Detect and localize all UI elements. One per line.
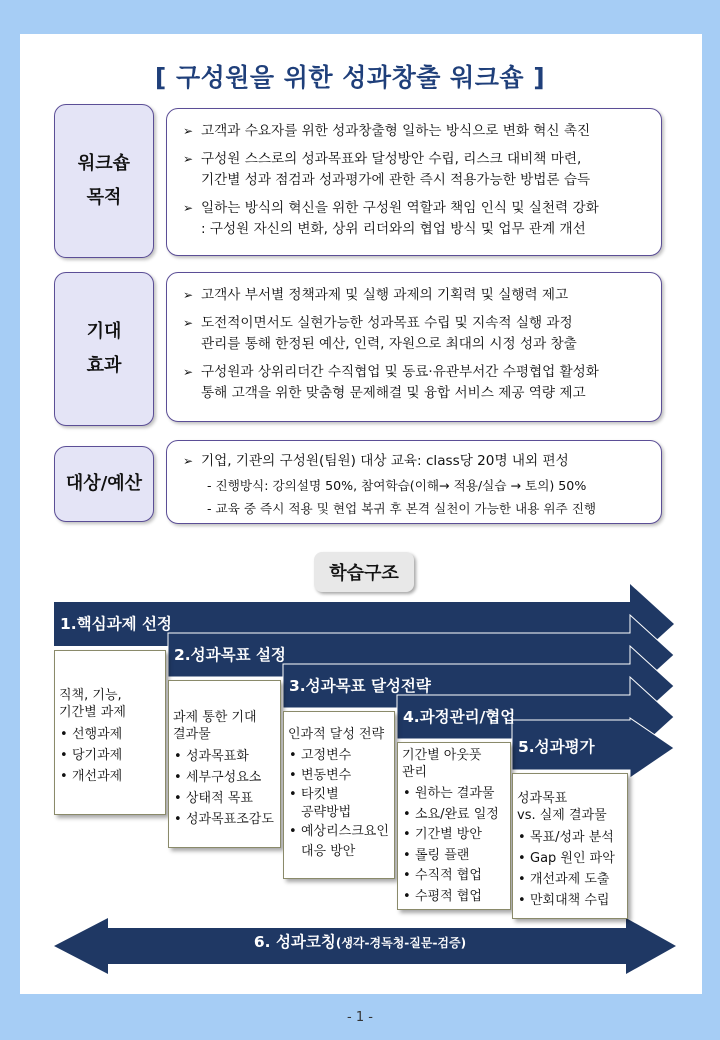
stage-item: • 세부구성요소	[173, 767, 276, 788]
stage-item: • 성과목표화	[173, 746, 276, 767]
arrow-bullet-icon: ➢	[183, 201, 194, 215]
stage-item: • 소요/완료 일정	[402, 805, 506, 826]
stage-item: • 변동변수	[288, 766, 390, 786]
bullet-text: 고객과 수요자를 위한 성과창출형 일하는 방식으로 변화 혁신 촉진	[201, 123, 591, 139]
stage-item: • 선행과제	[59, 724, 161, 745]
stage-item: • 예상리스크요인 대응 방안	[288, 822, 390, 862]
stage-item: • 수평적 협업	[402, 887, 506, 908]
stage-head: 인과적 달성 전략	[288, 727, 385, 742]
stage-item: • 수직적 협업	[402, 866, 506, 887]
arrow-bullet-icon: ➢	[183, 365, 194, 379]
stage-3-label: 3.성과목표 달성전략	[289, 677, 431, 695]
stage-3-box	[283, 711, 395, 879]
stage-1-box	[54, 650, 166, 815]
stage-item: • 목표/성과 분석	[517, 827, 623, 848]
coaching-subtitle: (생각-경독청-질문-검증)	[335, 936, 467, 950]
bullet-text: 구성원과 상위리더간 수직협업 및 동료·유관부서간 수평협업 활성화 통해 고객을 위한 맞춤형 문제해결 및 융합 서비스 제공 역량 제고	[201, 364, 599, 401]
bullet-text: 고객사 부서별 정책과제 및 실행 과제의 기획력 및 실행력 제고	[201, 287, 569, 303]
stage-4-label: 4.과정관리/협업	[403, 708, 516, 726]
sub-item: - 진행방식: 강의설명 50%, 참여학습(이해→ 적용/실습 → 토의) 50%	[207, 478, 587, 493]
arrow-bullet-icon: ➢	[183, 454, 194, 468]
structure-title: 학습구조	[314, 552, 414, 592]
stage-item: • 상태적 목표	[173, 788, 276, 809]
stage-head: 기간별 아웃풋 관리	[402, 748, 482, 780]
section-label-purpose: 워크숍 목적	[54, 104, 154, 258]
arrow-bullet-icon: ➢	[183, 124, 194, 138]
stage-1-label: 1.핵심과제 선정	[60, 615, 172, 633]
bullet-text: 도전적이면서도 실현가능한 성과목표 수립 및 지속적 실행 과정 관리를 통해 한정된 예산, 인력, 자원으로 최대의 시정 성과 창출	[201, 315, 577, 352]
stage-item: • 원하는 결과물	[402, 784, 506, 805]
section-label-effect: 기대 효과	[54, 272, 154, 426]
stage-item: • Gap 원인 파악	[517, 848, 623, 869]
stage-item: • 개선과제 도출	[517, 869, 623, 890]
coaching-title: 6. 성과코칭	[253, 933, 336, 951]
stage-item: • 성과목표조감도	[173, 809, 276, 830]
stage-item: • 기간별 방안	[402, 825, 506, 846]
arrow-bullet-icon: ➢	[183, 288, 194, 302]
stage-head: 성과목표 vs. 실제 결과물	[517, 791, 607, 823]
arrow-bullet-icon: ➢	[183, 152, 194, 166]
stage-5-label: 5.성과평가	[518, 738, 595, 756]
stage-2-box	[168, 680, 281, 848]
coaching-label	[150, 930, 570, 952]
page-title: [ 구성원을 위한 성과창출 워크숍 ]	[154, 63, 546, 92]
bullet-text: 일하는 방식의 혁신을 위한 구성원 역할과 책임 인식 및 실천력 강화 : 구성원 자신의 변화, 상위 리더와의 협업 방식 및 업무 관계 개선	[201, 200, 599, 237]
stage-head: 과제 통한 기대 결과물	[173, 710, 257, 742]
section-label-target: 대상/예산	[54, 446, 154, 522]
stage-head: 직책, 기능, 기간별 과제	[59, 688, 126, 720]
stage-item: • 롤링 플랜	[402, 846, 506, 867]
stage-item: • 개선과제	[59, 766, 161, 787]
stage-4-box	[397, 742, 511, 910]
arrow-bullet-icon: ➢	[183, 316, 194, 330]
bullet-text: 기업, 기관의 구성원(팀원) 대상 교육: class당 20명 내외 편성	[201, 453, 569, 469]
stage-5-box	[512, 773, 628, 919]
stage-item: • 당기과제	[59, 745, 161, 766]
stage-item: • 타킷별 공략방법	[288, 786, 390, 822]
sub-item: - 교육 중 즉시 적용 및 현업 복귀 후 본격 실천이 가능한 내용 위주 진행	[207, 501, 597, 516]
stage-2-label: 2.성과목표 설정	[174, 646, 286, 664]
stage-item: • 고정변수	[288, 746, 390, 766]
stage-item: • 만회대책 수립	[517, 890, 623, 911]
bullet-text: 구성원 스스로의 성과목표와 달성방안 수립, 리스크 대비책 마련, 기간별 성과 점검과 성과평가에 관한 즉시 적용가능한 방법론 습득	[201, 151, 591, 188]
page-number: - 1 -	[347, 1010, 373, 1025]
